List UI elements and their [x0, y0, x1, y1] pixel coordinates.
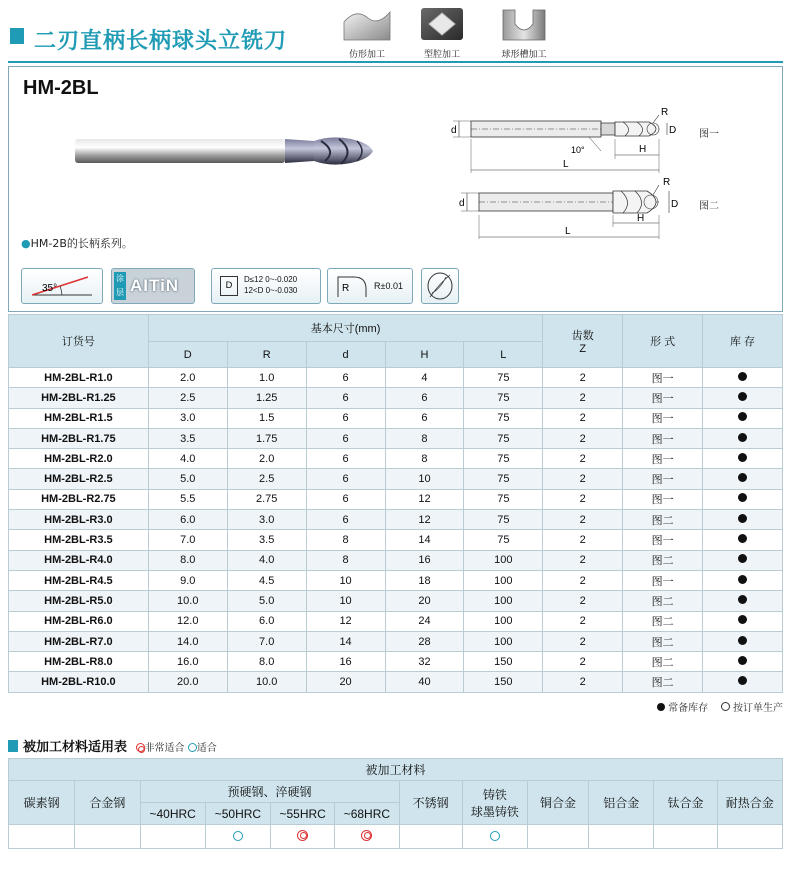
- cell-form: 图二: [623, 672, 703, 692]
- table-row: [9, 408, 783, 428]
- col-D: D: [148, 342, 227, 368]
- cell-R: 1.5: [227, 408, 306, 428]
- col-L: L: [464, 342, 543, 368]
- order-no-cell: HM-2BL-R1.25: [9, 388, 149, 408]
- stocked-icon: [738, 514, 747, 523]
- rating-cell: [589, 825, 654, 849]
- header-divider: [8, 61, 783, 63]
- tol-text: [244, 274, 297, 296]
- cell-R: 2.75: [227, 489, 306, 509]
- cell-L: 75: [464, 530, 543, 550]
- stocked-icon: [657, 703, 665, 711]
- cell-Z: 2: [543, 550, 623, 570]
- cell-stock: [703, 611, 783, 631]
- order-no-cell: HM-2BL-R8.0: [9, 652, 149, 672]
- cell-Z: 2: [543, 652, 623, 672]
- cell-H: 8: [385, 449, 464, 469]
- materials-title-row: [8, 736, 217, 755]
- table-row: [9, 510, 783, 530]
- cell-H: 6: [385, 408, 464, 428]
- cell-H: 18: [385, 570, 464, 590]
- materials-rating-row: [9, 825, 783, 849]
- cell-form: 图二: [623, 591, 703, 611]
- cell-L: 100: [464, 591, 543, 611]
- cell-R: 5.0: [227, 591, 306, 611]
- model-name: HM-2BL: [23, 77, 99, 99]
- cell-d: 8: [306, 550, 385, 570]
- materials-table: [8, 758, 783, 849]
- mat-hardened-group: 预硬钢、淬硬钢: [140, 781, 399, 803]
- cell-D: 14.0: [148, 631, 227, 651]
- mat-h68: ~68HRC: [335, 803, 399, 825]
- helix-angle-badge: [21, 268, 103, 304]
- cell-Z: 2: [543, 591, 623, 611]
- col-form: 形 式: [623, 315, 703, 368]
- cell-Z: 2: [543, 672, 623, 692]
- table-row: [9, 449, 783, 469]
- cell-stock: [703, 550, 783, 570]
- spec-table: [8, 314, 783, 693]
- helix-angle-value: 35°: [42, 283, 58, 294]
- stocked-icon: [738, 453, 747, 462]
- cell-d: 14: [306, 631, 385, 651]
- mat-heat-resistant: 耐热合金: [717, 781, 782, 825]
- rating-cell: [271, 825, 335, 849]
- order-no-cell: HM-2BL-R2.5: [9, 469, 149, 489]
- cell-stock: [703, 672, 783, 692]
- table-row: [9, 368, 783, 388]
- cell-H: 24: [385, 611, 464, 631]
- drawing-fig2: [441, 177, 681, 243]
- stocked-icon: [738, 656, 747, 665]
- suitable-label: 适合: [196, 743, 217, 754]
- rating-cell: [335, 825, 399, 849]
- dim-H-label: H: [639, 144, 647, 155]
- table-row: [9, 550, 783, 570]
- materials-header: 被加工材料: [9, 759, 783, 781]
- diameter-tolerance-badge: [211, 268, 321, 304]
- stocked-icon: [738, 433, 747, 442]
- cell-stock: [703, 408, 783, 428]
- rating-cell: [9, 825, 75, 849]
- legend-stocked: 常备库存: [668, 703, 709, 714]
- page-title: 二刃直柄长柄球头立铣刀: [34, 29, 288, 54]
- cell-d: 6: [306, 449, 385, 469]
- cell-D: 20.0: [148, 672, 227, 692]
- cell-stock: [703, 469, 783, 489]
- process-label: 球形槽加工: [501, 50, 547, 60]
- product-panel: [8, 66, 783, 312]
- ball-groove-machining-icon: [499, 6, 549, 42]
- process-label: 型腔加工: [423, 50, 460, 60]
- mat-titanium: 钛合金: [654, 781, 717, 825]
- table-row: [9, 591, 783, 611]
- cell-R: 10.0: [227, 672, 306, 692]
- stocked-icon: [738, 493, 747, 502]
- very-suitable-icon: [361, 830, 372, 841]
- suitable-icon: [490, 831, 500, 841]
- cell-d: 6: [306, 489, 385, 509]
- col-teeth-label: 齿数: [571, 330, 594, 342]
- dim-D-label: D: [671, 199, 679, 210]
- cell-L: 75: [464, 449, 543, 469]
- cell-D: 16.0: [148, 652, 227, 672]
- cell-d: 10: [306, 570, 385, 590]
- cell-R: 2.0: [227, 449, 306, 469]
- table-row: [9, 611, 783, 631]
- stocked-icon: [738, 392, 747, 401]
- cell-D: 4.0: [148, 449, 227, 469]
- materials-title: 被加工材料适用表: [23, 740, 128, 755]
- cell-form: 图二: [623, 510, 703, 530]
- mat-copper: 铜合金: [527, 781, 588, 825]
- contour-machining-icon: [342, 6, 392, 42]
- order-no-cell: HM-2BL-R7.0: [9, 631, 149, 651]
- order-no-cell: HM-2BL-R1.5: [9, 408, 149, 428]
- cell-R: 4.5: [227, 570, 306, 590]
- order-no-cell: HM-2BL-R2.0: [9, 449, 149, 469]
- cell-L: 100: [464, 611, 543, 631]
- table-row: [9, 469, 783, 489]
- cell-L: 150: [464, 672, 543, 692]
- order-no-cell: HM-2BL-R4.0: [9, 550, 149, 570]
- order-no-cell: HM-2BL-R3.0: [9, 510, 149, 530]
- cell-d: 8: [306, 530, 385, 550]
- cell-d: 12: [306, 611, 385, 631]
- very-suitable-icon: [136, 743, 145, 752]
- table-row: [9, 672, 783, 692]
- bullet-icon: ●: [21, 237, 31, 250]
- mat-aluminum: 铝合金: [589, 781, 654, 825]
- cell-d: 10: [306, 591, 385, 611]
- cell-L: 75: [464, 428, 543, 448]
- cell-D: 7.0: [148, 530, 227, 550]
- stocked-icon: [738, 636, 747, 645]
- rating-cell: [462, 825, 527, 849]
- order-no-cell: HM-2BL-R1.0: [9, 368, 149, 388]
- suitable-icon: [188, 743, 197, 752]
- table-row: [9, 428, 783, 448]
- fig2-label: 图二: [699, 201, 719, 212]
- cell-Z: 2: [543, 428, 623, 448]
- col-d: d: [306, 342, 385, 368]
- cell-R: 1.25: [227, 388, 306, 408]
- cell-H: 4: [385, 368, 464, 388]
- cell-stock: [703, 530, 783, 550]
- cell-form: 图一: [623, 530, 703, 550]
- cell-d: 6: [306, 408, 385, 428]
- cell-D: 12.0: [148, 611, 227, 631]
- cell-stock: [703, 570, 783, 590]
- cell-L: 100: [464, 550, 543, 570]
- cell-D: 6.0: [148, 510, 227, 530]
- product-note: [21, 235, 133, 251]
- cell-form: 图一: [623, 449, 703, 469]
- legend-to-order: 按订单生产: [733, 703, 783, 714]
- cell-L: 150: [464, 652, 543, 672]
- coating-badge: [111, 268, 195, 304]
- mat-h40: ~40HRC: [140, 803, 205, 825]
- cell-H: 28: [385, 631, 464, 651]
- cell-Z: 2: [543, 449, 623, 469]
- mat-cast-iron-line2: 球墨铸铁: [470, 804, 519, 819]
- cell-R: 8.0: [227, 652, 306, 672]
- cell-form: 图一: [623, 428, 703, 448]
- col-teeth: [543, 315, 623, 368]
- cell-form: 图一: [623, 368, 703, 388]
- table-row: [9, 652, 783, 672]
- cell-Z: 2: [543, 631, 623, 651]
- cell-Z: 2: [543, 489, 623, 509]
- cell-stock: [703, 631, 783, 651]
- cell-Z: 2: [543, 368, 623, 388]
- very-suitable-label: 非常适合: [144, 743, 185, 754]
- mat-cast-iron-line1: 铸铁: [482, 787, 507, 802]
- cell-H: 8: [385, 428, 464, 448]
- rating-cell: [205, 825, 270, 849]
- cell-stock: [703, 388, 783, 408]
- r-tol-value: R±0.01: [374, 281, 403, 291]
- cell-stock: [703, 368, 783, 388]
- process-cavity: [410, 6, 474, 60]
- col-stock: 库 存: [703, 315, 783, 368]
- process-ball-groove: [492, 6, 556, 60]
- cell-D: 9.0: [148, 570, 227, 590]
- stocked-icon: [738, 595, 747, 604]
- cell-L: 75: [464, 489, 543, 509]
- table-row: [9, 530, 783, 550]
- dim-D-label: D: [669, 125, 677, 136]
- cell-L: 75: [464, 510, 543, 530]
- stocked-icon: [738, 534, 747, 543]
- tol-line1: D≤12 0~-0.020: [244, 275, 298, 284]
- dim-d-label: d: [451, 125, 457, 136]
- to-order-icon: [721, 702, 730, 711]
- stocked-icon: [738, 412, 747, 421]
- rating-cell: [399, 825, 462, 849]
- cell-Z: 2: [543, 510, 623, 530]
- cell-D: 3.5: [148, 428, 227, 448]
- col-H: H: [385, 342, 464, 368]
- table-row: [9, 631, 783, 651]
- dim-R-label: R: [663, 177, 671, 188]
- col-order-no: 订货号: [9, 315, 149, 368]
- cell-D: 2.0: [148, 368, 227, 388]
- page-header: [8, 6, 783, 62]
- cell-d: 16: [306, 652, 385, 672]
- product-note-text: HM-2B的长柄系列。: [30, 237, 133, 250]
- stock-legend: [8, 699, 783, 714]
- rating-cell: [527, 825, 588, 849]
- cell-D: 5.0: [148, 469, 227, 489]
- col-teeth-sub: Z: [579, 343, 587, 355]
- cell-stock: [703, 652, 783, 672]
- cell-form: 图一: [623, 408, 703, 428]
- cell-R: 1.0: [227, 368, 306, 388]
- cell-L: 100: [464, 631, 543, 651]
- order-no-cell: HM-2BL-R3.5: [9, 530, 149, 550]
- process-label: 仿形加工: [348, 50, 385, 60]
- dim-L-label: L: [563, 159, 569, 170]
- cell-H: 14: [385, 530, 464, 550]
- cell-R: 4.0: [227, 550, 306, 570]
- mat-carbon: 碳素钢: [9, 781, 75, 825]
- dim-R-label: R: [661, 107, 669, 118]
- stocked-icon: [738, 372, 747, 381]
- mat-alloy: 合金钢: [75, 781, 140, 825]
- cell-Z: 2: [543, 469, 623, 489]
- cell-L: 100: [464, 570, 543, 590]
- cell-L: 75: [464, 388, 543, 408]
- cell-Z: 2: [543, 408, 623, 428]
- table-row: [9, 489, 783, 509]
- cell-H: 10: [385, 469, 464, 489]
- cell-H: 6: [385, 388, 464, 408]
- cell-d: 6: [306, 510, 385, 530]
- cell-stock: [703, 428, 783, 448]
- cell-d: 6: [306, 388, 385, 408]
- cell-Z: 2: [543, 388, 623, 408]
- order-no-cell: HM-2BL-R5.0: [9, 591, 149, 611]
- cell-H: 12: [385, 510, 464, 530]
- cell-d: 6: [306, 469, 385, 489]
- cell-form: 图二: [623, 550, 703, 570]
- cell-stock: [703, 449, 783, 469]
- cell-L: 75: [464, 469, 543, 489]
- cell-d: 6: [306, 368, 385, 388]
- spec-table-body: [9, 368, 783, 693]
- cell-form: 图一: [623, 570, 703, 590]
- table-row: [9, 388, 783, 408]
- section-marker: [8, 740, 18, 752]
- cell-form: 图二: [623, 611, 703, 631]
- cell-H: 20: [385, 591, 464, 611]
- col-basic-dims: 基本尺寸(mm): [148, 315, 542, 342]
- cell-R: 2.5: [227, 469, 306, 489]
- tol-line2: 12<D 0~-0.030: [244, 286, 298, 295]
- cell-R: 6.0: [227, 611, 306, 631]
- order-no-cell: HM-2BL-R4.5: [9, 570, 149, 590]
- table-row: [9, 570, 783, 590]
- cell-R: 3.0: [227, 510, 306, 530]
- stocked-icon: [738, 575, 747, 584]
- mat-h50: ~50HRC: [205, 803, 270, 825]
- dim-H-label: H: [637, 213, 645, 224]
- mat-h55: ~55HRC: [271, 803, 335, 825]
- r-symbol: R: [342, 283, 350, 294]
- cell-R: 7.0: [227, 631, 306, 651]
- cell-d: 20: [306, 672, 385, 692]
- stocked-icon: [738, 676, 747, 685]
- cell-form: 图一: [623, 489, 703, 509]
- fig1-label: 图一: [699, 129, 719, 140]
- cell-H: 40: [385, 672, 464, 692]
- cell-form: 图一: [623, 469, 703, 489]
- cell-R: 3.5: [227, 530, 306, 550]
- cell-D: 2.5: [148, 388, 227, 408]
- order-no-cell: HM-2BL-R10.0: [9, 672, 149, 692]
- cell-d: 6: [306, 428, 385, 448]
- rating-cell: [654, 825, 717, 849]
- cell-stock: [703, 510, 783, 530]
- cell-Z: 2: [543, 530, 623, 550]
- suitable-icon: [233, 831, 243, 841]
- very-suitable-icon: [297, 830, 308, 841]
- cell-D: 8.0: [148, 550, 227, 570]
- stocked-icon: [738, 554, 747, 563]
- cavity-machining-icon: [417, 6, 467, 42]
- coating-name: AITiN: [130, 276, 180, 295]
- cell-H: 12: [385, 489, 464, 509]
- cell-L: 75: [464, 368, 543, 388]
- order-no-cell: HM-2BL-R2.75: [9, 489, 149, 509]
- cell-D: 10.0: [148, 591, 227, 611]
- stocked-icon: [738, 615, 747, 624]
- tool-photo: [69, 127, 399, 177]
- order-no-cell: HM-2BL-R1.75: [9, 428, 149, 448]
- rating-cell: [717, 825, 782, 849]
- cell-form: 图二: [623, 652, 703, 672]
- rating-cell: [75, 825, 140, 849]
- cell-D: 3.0: [148, 408, 227, 428]
- cell-form: 图二: [623, 631, 703, 651]
- mat-cast-iron: [462, 781, 527, 825]
- cell-stock: [703, 489, 783, 509]
- stocked-icon: [738, 473, 747, 482]
- cell-L: 75: [464, 408, 543, 428]
- radius-tolerance-badge: [327, 268, 413, 304]
- order-no-cell: HM-2BL-R6.0: [9, 611, 149, 631]
- title-marker: [10, 28, 24, 44]
- process-contour: [335, 6, 399, 60]
- mat-stainless: 不锈钢: [399, 781, 462, 825]
- drawing-fig1: [441, 103, 681, 181]
- coating-tag: 涂层: [114, 272, 126, 300]
- tol-symbol: D: [220, 276, 238, 296]
- ball-end-icon: [421, 268, 459, 304]
- cell-Z: 2: [543, 570, 623, 590]
- dim-L-label: L: [565, 226, 571, 237]
- cell-H: 32: [385, 652, 464, 672]
- dim-angle-label: 10°: [571, 145, 585, 155]
- dim-d-label: d: [459, 198, 465, 209]
- cell-R: 1.75: [227, 428, 306, 448]
- cell-Z: 2: [543, 611, 623, 631]
- cell-H: 16: [385, 550, 464, 570]
- cell-stock: [703, 591, 783, 611]
- rating-cell: [140, 825, 205, 849]
- cell-form: 图一: [623, 388, 703, 408]
- cell-D: 5.5: [148, 489, 227, 509]
- col-R: R: [227, 342, 306, 368]
